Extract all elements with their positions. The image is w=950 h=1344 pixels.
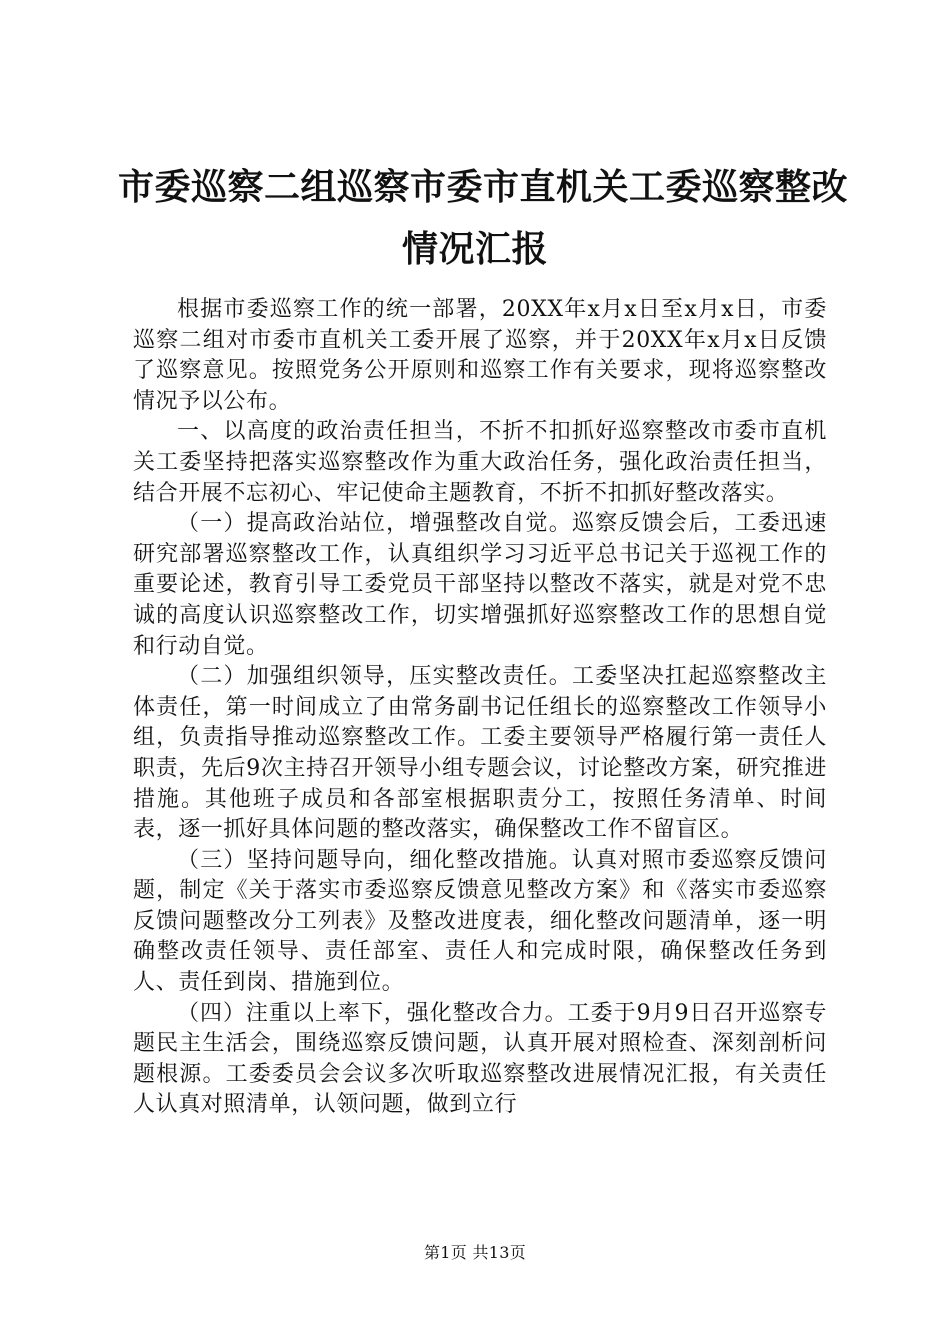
paragraph-section-1: 一、以高度的政治责任担当，不折不扣抓好巡察整改市委市直机关工委坚持把落实巡察整改作为重大政治任务，强化政治责任担当，结合开展不忘初心、牢记使命主题教育，不折不扣抓好整改落实。 [133, 419, 827, 506]
document-title [118, 156, 849, 280]
page-number-footer: 第1页 共13页 [423, 1243, 527, 1262]
paragraph-item-4: （四）注重以上率下，强化整改合力。工委于9月9日召开巡察专题民主生活会，围绕巡察反馈问题，认真开展对照检查、深刻剖析问题根源。工委委员会会议多次听取巡察整改进展情况汇报，有关责任人认真对照清单，认领问题，做到立行 [133, 1000, 827, 1118]
title-line-1: 市委巡察二组巡察市委市直机关工委巡察整改 [118, 166, 849, 208]
paragraph-intro: 根据市委巡察工作的统一部署，20XX年x月x日至x月x日，市委巡察二组对市委市直机关工委开展了巡察，并于20XX年x月x日反馈了巡察意见。按照党务公开原则和巡察工作有关要求，现将巡察整改情况予以公布。 [133, 297, 827, 414]
title-line-2: 情况汇报 [401, 228, 548, 270]
document-body [133, 295, 827, 1121]
paragraph-item-3: （三）坚持问题导向，细化整改措施。认真对照市委巡察反馈问题，制定《关于落实市委巡察反馈意见整改方案》和《落实市委巡察反馈问题整改分工列表》及整改进度表，细化整改问题清单，逐一明确整改责任领导、责任部室、责任人和完成时限，确保整改任务到人、责任到岗、措施到位。 [133, 847, 827, 996]
paragraph-item-1: （一）提高政治站位，增强整改自觉。巡察反馈会后，工委迅速研究部署巡察整改工作，认真组织学习习近平总书记关于巡视工作的重要论述，教育引导工委党员干部坚持以整改不落实，就是对党不忠诚的高度认识巡察整改工作，切实增强抓好巡察整改工作的思想自觉和行动自觉。 [133, 511, 827, 659]
paragraph-item-2: （二）加强组织领导，压实整改责任。工委坚决扛起巡察整改主体责任，第一时间成立了由常务副书记任组长的巡察整改工作领导小组，负责指导推动巡察整改工作。工委主要领导严格履行第一责任人职责，先后9次主持召开领导小组专题会议，讨论整改方案，研究推进措施。其他班子成员和各部室根据职责分工，按照任务清单、时间表，逐一抓好具体问题的整改落实，确保整改工作不留盲区。 [133, 664, 827, 843]
